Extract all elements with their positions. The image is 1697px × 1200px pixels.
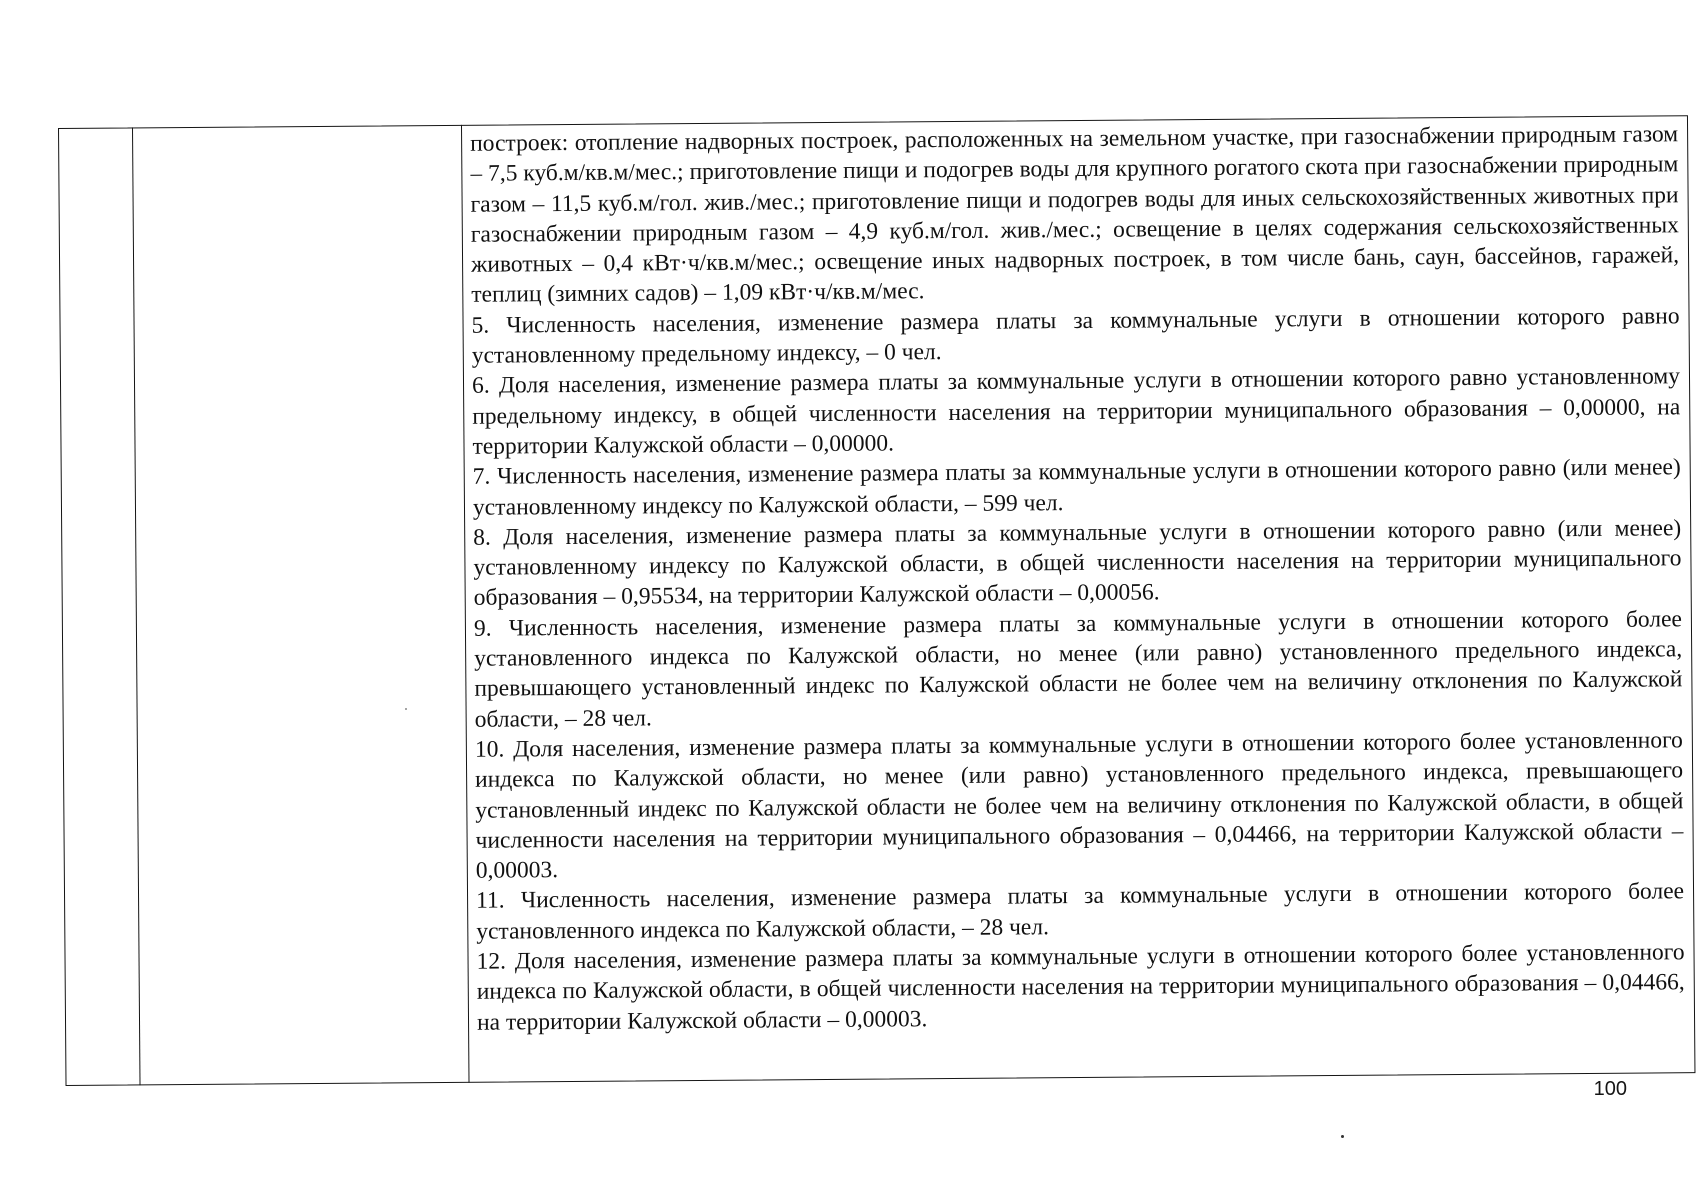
paragraph-item-6: 6. Доля населения, изменение размера платы за коммунальные услуги в отношении которого равно установленному предельному индексу, в общей численности населения на территории муниципального образования – 0,00000, на территории Калужской области – 0,00000.: [471, 363, 1681, 460]
scan-artifact-dot: [1341, 1135, 1344, 1138]
page-number: 100: [1593, 1078, 1627, 1100]
paragraph-item-11: 11. Численность населения, изменение размера платы за коммунальные услуги в отношении которого более установленного индекса по Калужской области, – 28 чел.: [475, 878, 1685, 945]
document-table: [58, 115, 1695, 1086]
paragraph-item-8: 8. Доля населения, изменение размера платы за коммунальные услуги в отношении которого равно (или менее) установленному индексу по Калужской области, в общей численности населения на территории муниципального образования – 0,95534, на территории Калужской области – 0,00056.: [473, 515, 1682, 612]
paragraph-item-7: 7. Численность населения, изменение размера платы за коммунальные услуги в отношении которого равно (или менее) установленному индексу по Калужской области, – 599 чел.: [472, 454, 1681, 521]
paragraph-item-10: 10. Доля населения, изменение размера платы за коммунальные услуги в отношении которого более установленного индекса по Калужской области, но менее (или равно) установленного предельного индекса, превышающего установленный индекс по Калужской области не более чем на величину отклонения по Калужской области, в общей численности населения на территории муниципального образования – 0,04466, на территории Калужской области – 0,00003.: [474, 727, 1684, 884]
table-content-cell: [470, 119, 1685, 1076]
paragraph-item-9: 9. Численность населения, изменение размера платы за коммунальные услуги в отношении которого более установленного индекса по Калужской области, но менее (или равно) установленного предельного индекса, превышающего установленный индекс по Калужской области не более чем на величину отклонения по Калужской области, – 28 чел.: [473, 606, 1683, 733]
paragraph-item-5: 5. Численность населения, изменение размера платы за коммунальные услуги в отношении которого равно установленному предельному индексу, – 0 чел.: [471, 303, 1680, 369]
paragraph-continuation: построек: отопление надворных построек, расположенных на земельном участке, при газоснабжении природным газом – 7,5 куб.м/кв.м/мес.; приготовление пищи и подогрев воды для крупного рогатого скота при газоснабжении природным газом – 11,5 куб.м/гол. жив./мес.; приготовление пищи и подогрев воды для иных сельскохозяйственных животных при газоснабжении природным газом – 4,9 куб.м/гол. жив./мес.; освещение в целях содержания сельскохозяйственных животных – 0,4 кВт·ч/кв.м/мес.; освещение иных надворных построек, в том числе бань, саун, бассейнов, гаражей, теплиц (зимних садов) – 1,09 кВт·ч/кв.м/мес.: [470, 121, 1680, 309]
scan-artifact-mark: [405, 708, 407, 710]
paragraph-item-12: 12. Доля населения, изменение размера платы за коммунальные услуги в отношении которого более установленного индекса по Калужской области, в общей численности населения на территории муниципального образования – 0,04466, на территории Калужской области – 0,00003.: [476, 939, 1685, 1036]
